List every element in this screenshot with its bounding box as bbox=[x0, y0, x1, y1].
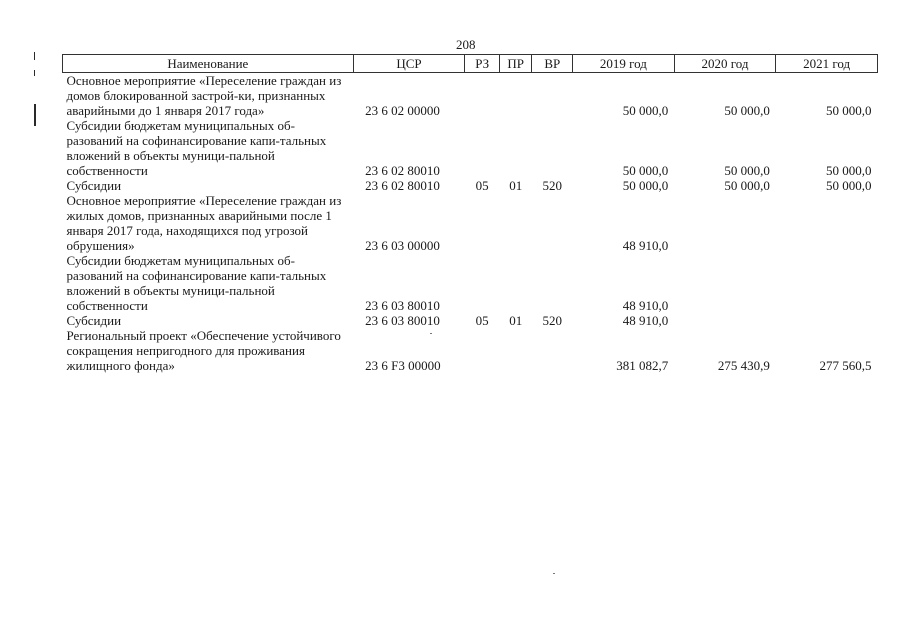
header-csr: ЦСР bbox=[353, 55, 465, 73]
row-name: Субсидии бюджетам муниципальных об-разований на софинансирование капи-тальных вложений в объекты муници-пальной собственности bbox=[66, 253, 327, 313]
scan-mark-top bbox=[34, 52, 35, 60]
row-rz bbox=[465, 253, 500, 313]
row-vr bbox=[532, 118, 573, 178]
scan-speck bbox=[553, 573, 555, 574]
header-vr: ВР bbox=[532, 55, 573, 73]
row-name: Основное мероприятие «Переселение граждан из жилых домов, признанных аварийными после 1 января 2017 года, находящихся под угрозой обрушения» bbox=[66, 193, 342, 253]
row-2021 bbox=[776, 193, 878, 253]
table-row bbox=[63, 253, 878, 313]
row-2021: 50 000,0 bbox=[826, 178, 872, 193]
row-name: Основное мероприятие «Переселение граждан из домов блокированной застрой-ки, признанных аварийными до 1 января 2017 года» bbox=[66, 73, 342, 118]
row-2019: 381 082,7 bbox=[616, 358, 669, 373]
header-rz: РЗ bbox=[465, 55, 500, 73]
row-2020 bbox=[674, 253, 776, 313]
row-name: Субсидии bbox=[66, 313, 122, 328]
table-row bbox=[63, 313, 878, 328]
row-csr: 23 6 03 00000 bbox=[365, 238, 440, 253]
table-row bbox=[63, 178, 878, 193]
row-2021: 277 560,5 bbox=[819, 358, 872, 373]
row-vr: 520 bbox=[542, 178, 563, 193]
row-rz: 05 bbox=[475, 178, 489, 193]
row-2021: 50 000,0 bbox=[826, 163, 872, 178]
row-pr bbox=[499, 118, 532, 178]
row-name: Субсидии bbox=[66, 178, 122, 193]
row-name: Региональный проект «Обеспечение устойчивого сокращения непригодного для проживания жилищного фонда» bbox=[66, 328, 341, 373]
row-rz bbox=[465, 118, 500, 178]
row-csr: 23 6 02 80010 bbox=[365, 163, 440, 178]
row-vr bbox=[532, 193, 573, 253]
row-2020: 275 430,9 bbox=[717, 358, 770, 373]
row-rz: 05 bbox=[475, 313, 489, 328]
row-pr bbox=[499, 73, 532, 119]
scan-mark-bracket bbox=[34, 104, 36, 126]
page-number: 208 bbox=[456, 37, 476, 52]
row-2019: 48 910,0 bbox=[622, 313, 669, 328]
header-2021: 2021 год bbox=[776, 55, 878, 73]
row-vr bbox=[532, 328, 573, 373]
row-pr: 01 bbox=[509, 178, 523, 193]
row-rz bbox=[465, 73, 500, 119]
table-row bbox=[63, 73, 878, 119]
row-pr bbox=[499, 253, 532, 313]
row-2020: 50 000,0 bbox=[724, 163, 770, 178]
table-row bbox=[63, 118, 878, 178]
row-csr: 23 6 F3 00000 bbox=[365, 358, 441, 373]
row-2019: 50 000,0 bbox=[622, 163, 669, 178]
row-csr: 23 6 03 80010 bbox=[365, 313, 440, 328]
row-vr: 520 bbox=[542, 313, 563, 328]
scan-mark-small bbox=[34, 70, 35, 76]
row-rz bbox=[465, 328, 500, 373]
table-row bbox=[63, 328, 878, 373]
table-row bbox=[63, 193, 878, 253]
row-2021 bbox=[776, 253, 878, 313]
row-name: Субсидии бюджетам муниципальных об-разований на софинансирование капи-тальных вложений в объекты муници-пальной собственности bbox=[66, 118, 327, 178]
budget-table bbox=[62, 54, 878, 373]
header-name: Наименование bbox=[63, 55, 354, 73]
row-2020: 50 000,0 bbox=[724, 178, 770, 193]
row-csr: 23 6 02 80010 bbox=[365, 178, 440, 193]
row-pr: 01 bbox=[509, 313, 523, 328]
header-2020: 2020 год bbox=[674, 55, 776, 73]
row-2019: 50 000,0 bbox=[622, 103, 669, 118]
row-2019: 48 910,0 bbox=[622, 298, 669, 313]
row-rz bbox=[465, 193, 500, 253]
row-vr bbox=[532, 73, 573, 119]
row-vr bbox=[532, 253, 573, 313]
row-csr: 23 6 02 00000 bbox=[365, 103, 440, 118]
row-2021 bbox=[776, 313, 878, 328]
row-2020 bbox=[674, 313, 776, 328]
header-2019: 2019 год bbox=[573, 55, 675, 73]
row-pr bbox=[499, 328, 532, 373]
table-header-row bbox=[63, 55, 878, 73]
row-pr bbox=[499, 193, 532, 253]
row-2020 bbox=[674, 193, 776, 253]
row-2019: 50 000,0 bbox=[622, 178, 669, 193]
header-pr: ПР bbox=[499, 55, 532, 73]
row-2019: 48 910,0 bbox=[622, 238, 669, 253]
row-csr: 23 6 03 80010 bbox=[365, 298, 440, 313]
row-2021: 50 000,0 bbox=[826, 103, 872, 118]
row-2020: 50 000,0 bbox=[724, 103, 770, 118]
